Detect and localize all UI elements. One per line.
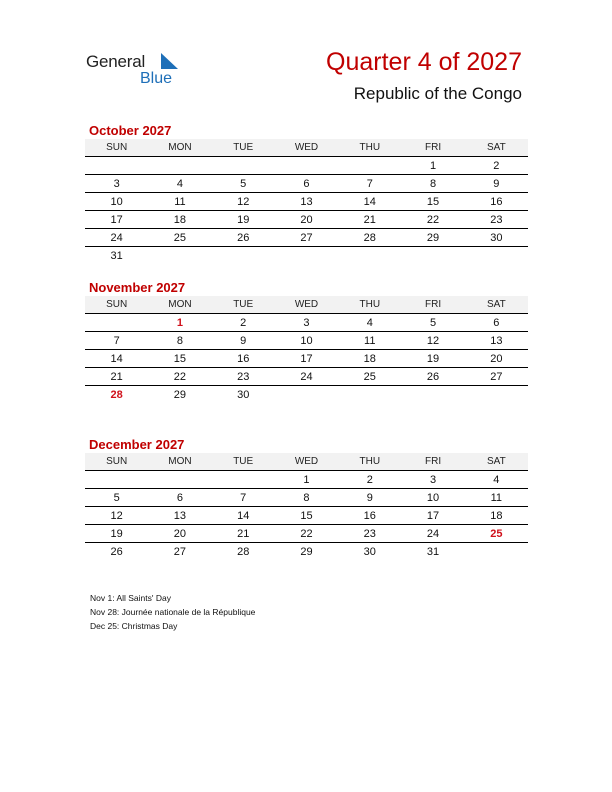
day-cell: 28 <box>237 545 250 558</box>
day-cell: 3 <box>85 175 148 193</box>
week-row <box>85 471 528 489</box>
day-cell: 16 <box>338 507 401 525</box>
day-cell: 10 <box>275 332 338 350</box>
week-row <box>85 332 528 350</box>
generalblue-logo <box>86 52 196 92</box>
day-cell: 23 <box>338 525 401 543</box>
day-cell: 26 <box>212 229 275 247</box>
weekday-header: TUE <box>212 139 275 157</box>
day-cell: 16 <box>212 350 275 368</box>
weekday-header: MON <box>148 296 211 314</box>
month-block-december <box>85 436 528 560</box>
day-cell: 31 <box>110 249 123 262</box>
day-cell: 20 <box>275 211 338 229</box>
day-cell: 3 <box>275 314 338 332</box>
empty-day-cell <box>148 157 211 175</box>
day-cell: 15 <box>401 193 464 211</box>
day-cell: 26 <box>401 368 464 386</box>
weekday-header: THU <box>338 296 401 314</box>
weekday-header: THU <box>338 139 401 157</box>
week-row <box>85 368 528 386</box>
day-cell: 8 <box>401 175 464 193</box>
empty-day-cell <box>338 157 401 175</box>
logo-triangle-icon <box>159 53 179 70</box>
day-cell: 5 <box>85 489 148 507</box>
weekday-header: MON <box>148 139 211 157</box>
weekday-header: FRI <box>401 139 464 157</box>
day-cell: 5 <box>212 175 275 193</box>
day-cell: 25 <box>148 229 211 247</box>
empty-day-cell <box>212 157 275 175</box>
month-grid <box>85 139 528 264</box>
week-row <box>85 247 528 265</box>
weekday-header-row <box>85 296 528 314</box>
day-cell: 15 <box>275 507 338 525</box>
day-cell: 15 <box>148 350 211 368</box>
day-cell: 18 <box>465 507 528 525</box>
day-cell: 7 <box>85 332 148 350</box>
empty-day-cell <box>465 543 528 561</box>
week-row <box>85 157 528 175</box>
empty-day-cell <box>401 386 464 404</box>
day-cell: 2 <box>212 314 275 332</box>
empty-day-cell <box>275 247 338 265</box>
weekday-header-row <box>85 139 528 157</box>
day-cell: 4 <box>465 471 528 489</box>
day-cell: 5 <box>401 314 464 332</box>
day-cell: 18 <box>148 211 211 229</box>
empty-day-cell <box>212 471 275 489</box>
day-cell: 17 <box>401 507 464 525</box>
holiday-note: Dec 25: Christmas Day <box>90 621 178 631</box>
holiday-note: Nov 28: Journée nationale de la République <box>90 607 256 617</box>
month-title: December 2027 <box>89 437 185 452</box>
empty-day-cell <box>148 247 211 265</box>
weekday-header: SUN <box>85 139 148 157</box>
day-cell: 10 <box>85 193 148 211</box>
holiday-note: Nov 1: All Saints' Day <box>90 593 171 603</box>
weekday-header: THU <box>338 453 401 471</box>
day-cell: 27 <box>173 545 187 558</box>
month-title: October 2027 <box>89 123 172 138</box>
month-title: November 2027 <box>89 280 186 295</box>
day-cell: 24 <box>85 229 148 247</box>
day-cell: 3 <box>401 471 464 489</box>
day-cell: 4 <box>148 175 211 193</box>
day-cell: 16 <box>465 193 528 211</box>
holiday-notes <box>90 591 255 633</box>
week-row <box>85 543 528 561</box>
empty-day-cell <box>275 386 338 404</box>
empty-day-cell <box>85 471 148 489</box>
logo-word-blue: Blue <box>140 70 173 87</box>
day-cell: 25 <box>465 525 528 543</box>
day-cell: 19 <box>85 525 148 543</box>
day-cell: 11 <box>465 489 528 507</box>
day-cell: 11 <box>338 332 401 350</box>
day-cell: 9 <box>212 332 275 350</box>
day-cell: 12 <box>212 193 275 211</box>
day-cell: 27 <box>465 368 528 386</box>
day-cell: 13 <box>465 332 528 350</box>
weekday-header: FRI <box>401 296 464 314</box>
logo-word-general: General <box>86 52 146 71</box>
month-block-november <box>85 279 528 403</box>
weekday-header: TUE <box>212 296 275 314</box>
day-cell: 14 <box>85 350 148 368</box>
empty-day-cell <box>212 247 275 265</box>
empty-day-cell <box>465 386 528 404</box>
day-cell: 17 <box>85 211 148 229</box>
day-cell: 13 <box>275 193 338 211</box>
day-cell: 8 <box>275 489 338 507</box>
weekday-header-row <box>85 453 528 471</box>
month-grid <box>85 453 528 560</box>
day-cell: 23 <box>212 368 275 386</box>
day-cell: 2 <box>338 471 401 489</box>
day-cell: 14 <box>338 193 401 211</box>
day-cell: 12 <box>85 507 148 525</box>
day-cell: 7 <box>338 175 401 193</box>
weekday-header: FRI <box>401 453 464 471</box>
day-cell: 24 <box>275 368 338 386</box>
day-cell: 21 <box>212 525 275 543</box>
empty-day-cell <box>401 247 464 265</box>
empty-day-cell <box>338 386 401 404</box>
day-cell: 31 <box>426 545 440 558</box>
week-row <box>85 211 528 229</box>
day-cell: 29 <box>173 388 187 401</box>
day-cell: 30 <box>237 388 250 401</box>
day-cell: 20 <box>148 525 211 543</box>
day-cell: 20 <box>465 350 528 368</box>
day-cell: 6 <box>148 489 211 507</box>
day-cell: 26 <box>110 545 123 558</box>
day-cell: 19 <box>212 211 275 229</box>
page-title: Quarter 4 of 2027 <box>326 48 522 76</box>
day-cell: 29 <box>300 545 313 558</box>
day-cell: 9 <box>338 489 401 507</box>
day-cell: 13 <box>148 507 211 525</box>
week-row <box>85 489 528 507</box>
page-subtitle: Republic of the Congo <box>353 84 522 103</box>
day-cell: 7 <box>212 489 275 507</box>
day-cell: 1 <box>148 314 211 332</box>
day-cell: 12 <box>401 332 464 350</box>
weekday-header: WED <box>275 453 338 471</box>
day-cell: 2 <box>465 157 528 175</box>
day-cell: 25 <box>338 368 401 386</box>
weekday-header: SAT <box>465 296 528 314</box>
weekday-header: TUE <box>212 453 275 471</box>
day-cell: 1 <box>275 471 338 489</box>
day-cell: 10 <box>401 489 464 507</box>
day-cell: 9 <box>465 175 528 193</box>
week-row <box>85 386 528 404</box>
day-cell: 19 <box>401 350 464 368</box>
week-row <box>85 525 528 543</box>
day-cell: 17 <box>275 350 338 368</box>
day-cell: 29 <box>401 229 464 247</box>
day-cell: 6 <box>465 314 528 332</box>
week-row <box>85 507 528 525</box>
empty-day-cell <box>148 471 211 489</box>
day-cell: 28 <box>110 388 123 401</box>
day-cell: 4 <box>338 314 401 332</box>
month-grid <box>85 296 528 403</box>
day-cell: 8 <box>148 332 211 350</box>
day-cell: 21 <box>85 368 148 386</box>
day-cell: 23 <box>465 211 528 229</box>
day-cell: 21 <box>338 211 401 229</box>
week-row <box>85 193 528 211</box>
week-row <box>85 175 528 193</box>
day-cell: 18 <box>338 350 401 368</box>
empty-day-cell <box>465 247 528 265</box>
week-row <box>85 229 528 247</box>
day-cell: 22 <box>148 368 211 386</box>
day-cell: 27 <box>275 229 338 247</box>
day-cell: 14 <box>212 507 275 525</box>
weekday-header: SAT <box>465 139 528 157</box>
weekday-header: MON <box>148 453 211 471</box>
day-cell: 30 <box>363 545 376 558</box>
day-cell: 11 <box>148 193 211 211</box>
month-block-october <box>85 122 528 264</box>
day-cell: 24 <box>401 525 464 543</box>
empty-day-cell <box>85 157 148 175</box>
empty-day-cell <box>85 314 148 332</box>
empty-day-cell <box>275 157 338 175</box>
empty-day-cell <box>338 247 401 265</box>
day-cell: 28 <box>338 229 401 247</box>
week-row <box>85 350 528 368</box>
day-cell: 22 <box>275 525 338 543</box>
day-cell: 1 <box>401 157 464 175</box>
week-row <box>85 314 528 332</box>
weekday-header: SUN <box>85 453 148 471</box>
day-cell: 22 <box>401 211 464 229</box>
weekday-header: WED <box>275 296 338 314</box>
day-cell: 30 <box>465 229 528 247</box>
weekday-header: WED <box>275 139 338 157</box>
weekday-header: SUN <box>85 296 148 314</box>
weekday-header: SAT <box>465 453 528 471</box>
day-cell: 6 <box>275 175 338 193</box>
